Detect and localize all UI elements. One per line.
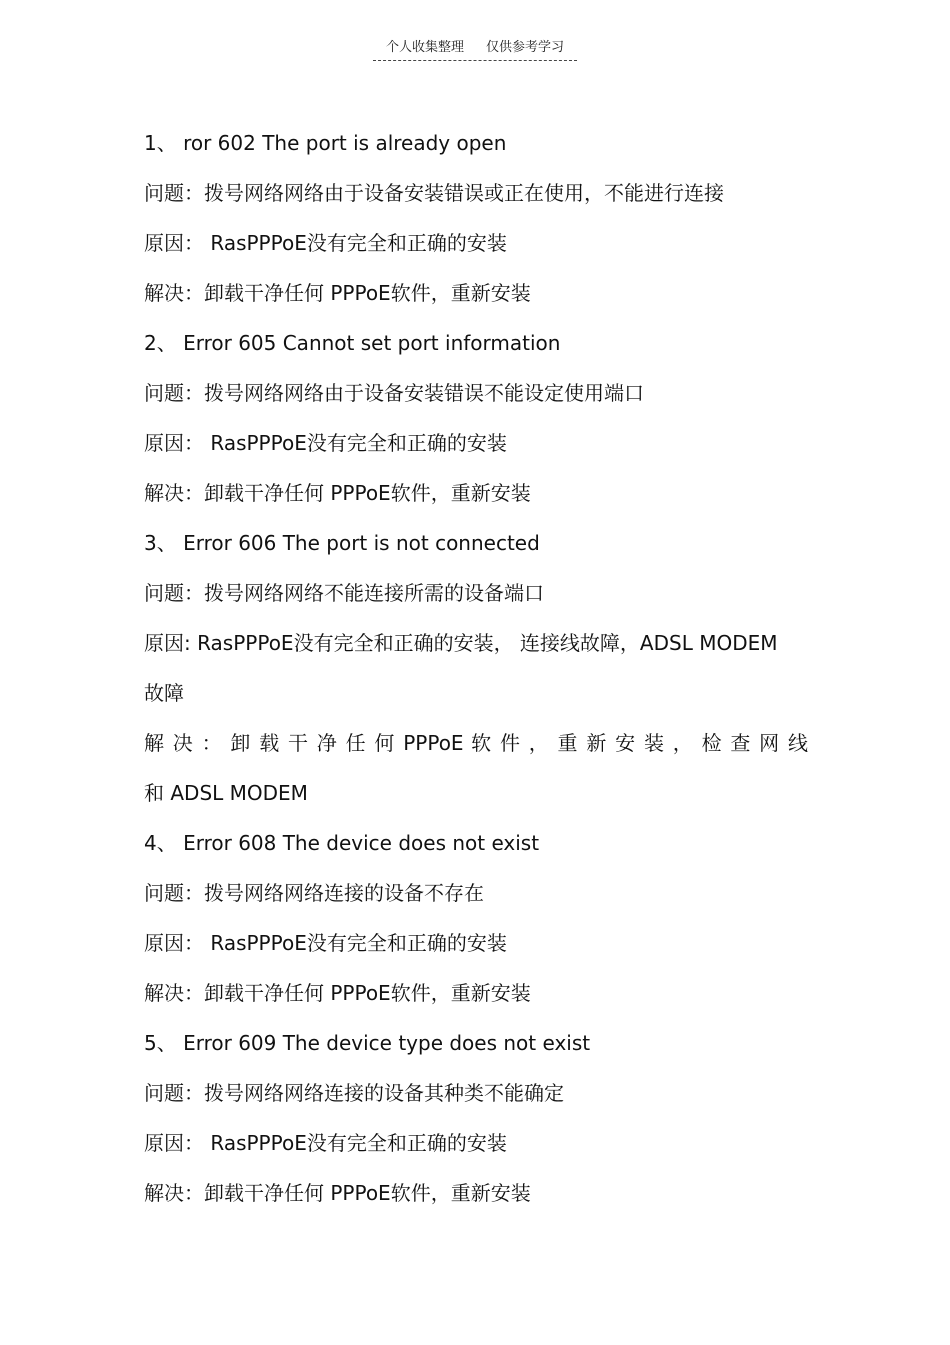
error-heading-606: 3、 Error 606 The port is not connected (144, 531, 540, 555)
header-right-text: 仅供参考学习 (486, 40, 565, 55)
cause-line: 原因： RasPPPoE没有完全和正确的安装 (144, 1131, 507, 1155)
cause-line-continued: 故障 (144, 681, 184, 705)
problem-line: 问题：拨号网络网络连接的设备不存在 (144, 881, 484, 905)
error-heading-609: 5、 Error 609 The device type does not exist (144, 1031, 591, 1055)
cause-line: 原因： RasPPPoE没有完全和正确的安装 (144, 931, 507, 955)
cause-line: 原因： RasPPPoE没有完全和正确的安装 (144, 431, 507, 455)
error-heading-608: 4、 Error 608 The device does not exist (144, 831, 540, 855)
solution-line: 解决：卸载干净任何 PPPoE软件，重新安装 (144, 481, 531, 505)
problem-line: 问题：拨号网络网络不能连接所需的设备端口 (144, 581, 544, 605)
problem-line: 问题：拨号网络网络由于设备安装错误不能设定使用端口 (144, 381, 644, 405)
error-heading-602: 1、 ror 602 The port is already open (144, 131, 507, 155)
header-left-text: 个人收集整理 (385, 40, 464, 55)
problem-line: 问题：拨号网络网络由于设备安装错误或正在使用，不能进行连接 (144, 181, 724, 205)
problem-line: 问题：拨号网络网络连接的设备其种类不能确定 (144, 1081, 564, 1105)
error-heading-605: 2、 Error 605 Cannot set port information (144, 331, 561, 355)
document-body (144, 118, 808, 1218)
solution-line: 解决：卸载干净任何 PPPoE软件，重新安装 (144, 981, 531, 1005)
solution-line-continued: 和 ADSL MODEM (144, 781, 308, 805)
header-underline (373, 38, 577, 61)
cause-line: 原因： RasPPPoE没有完全和正确的安装 (144, 231, 507, 255)
solution-line: 解决：卸载干净任何 PPPoE软件，重新安装 (144, 1181, 531, 1205)
solution-line: 解决：卸载干净任何 PPPoE软件，重新安装 (144, 281, 531, 305)
cause-line: 原因: RasPPPoE没有完全和正确的安装， 连接线故障，ADSL MODEM (144, 631, 778, 655)
page-header (0, 38, 950, 61)
solution-line: 解 决 ： 卸 载 干 净 任 何 PPPoE 软 件 ， 重 新 安 装 ， 检 查 网 线 (144, 731, 808, 755)
